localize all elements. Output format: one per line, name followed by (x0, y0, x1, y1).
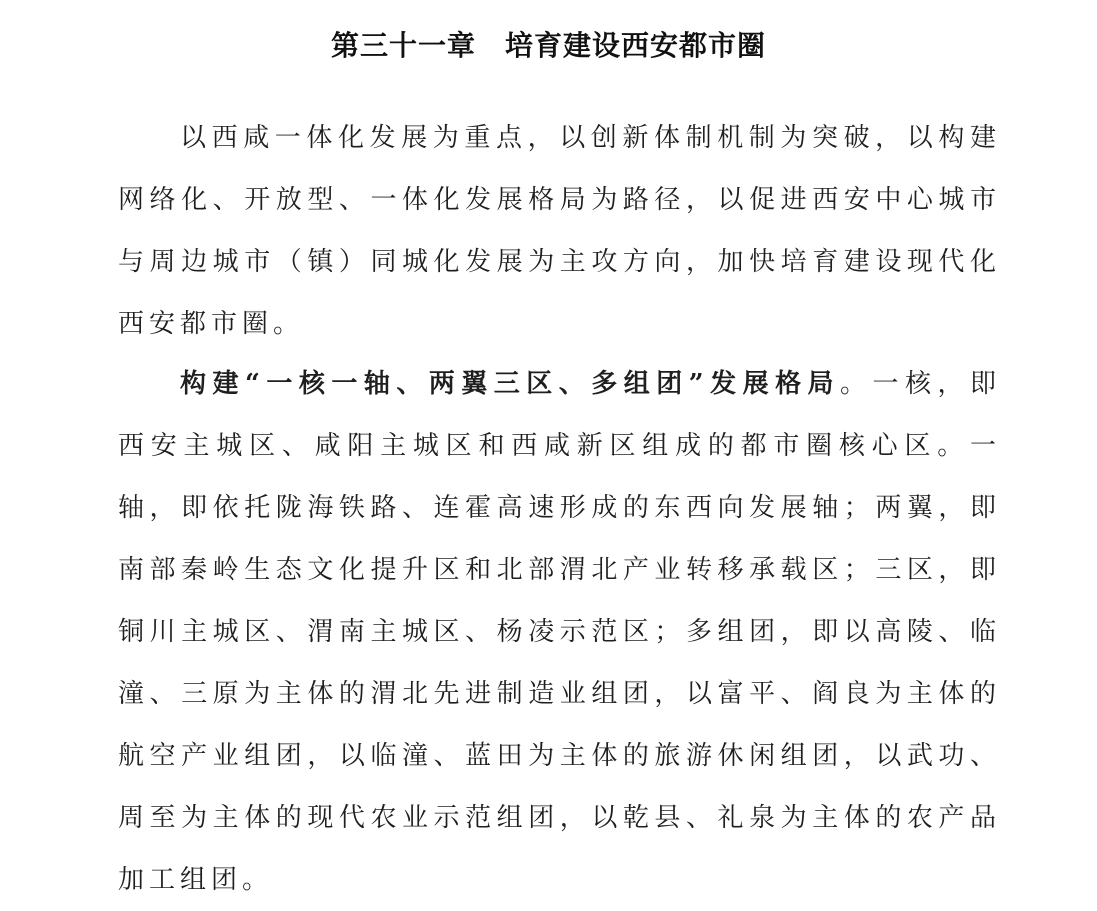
paragraph-2 (118, 353, 996, 911)
paragraph-line: 以西咸一体化发展为重点，以创新体制机制为突破，以构建 (180, 123, 996, 153)
paragraph-line: 航空产业组团，以临潼、蓝田为主体的旅游休闲组团，以武功、 (118, 741, 996, 771)
paragraph-line: 轴，即依托陇海铁路、连霍高速形成的东西向发展轴；两翼，即 (118, 493, 996, 523)
first-line-rest: 。一核，即 (840, 369, 996, 399)
paragraph-line: 与周边城市（镇）同城化发展为主攻方向，加快培育建设现代化 (118, 247, 996, 277)
paragraph-line: 西安主城区、咸阳主城区和西咸新区组成的都市圈核心区。一 (118, 431, 996, 461)
paragraph-line: 西安都市圈。 (118, 309, 305, 339)
paragraph-line: 南部秦岭生态文化提升区和北部渭北产业转移承载区；三区，即 (118, 555, 996, 585)
paragraph-line: 周至为主体的现代农业示范组团，以乾县、礼泉为主体的农产品 (118, 803, 996, 833)
paragraph-1 (118, 107, 996, 355)
paragraph-line: 潼、三原为主体的渭北先进制造业组团，以富平、阎良为主体的 (118, 679, 996, 709)
paragraph-line: 加工组团。 (118, 865, 274, 895)
lead-sentence: 构建“一核一轴、两翼三区、多组团”发展格局 (180, 369, 841, 399)
chapter-heading: 第三十一章 培育建设西安都市圈 (330, 29, 766, 62)
paragraph-line: 铜川主城区、渭南主城区、杨凌示范区；多组团，即以高陵、临 (118, 617, 996, 647)
paragraph-line: 网络化、开放型、一体化发展格局为路径，以促进西安中心城市 (118, 185, 996, 215)
paragraph-first-line (118, 353, 996, 415)
